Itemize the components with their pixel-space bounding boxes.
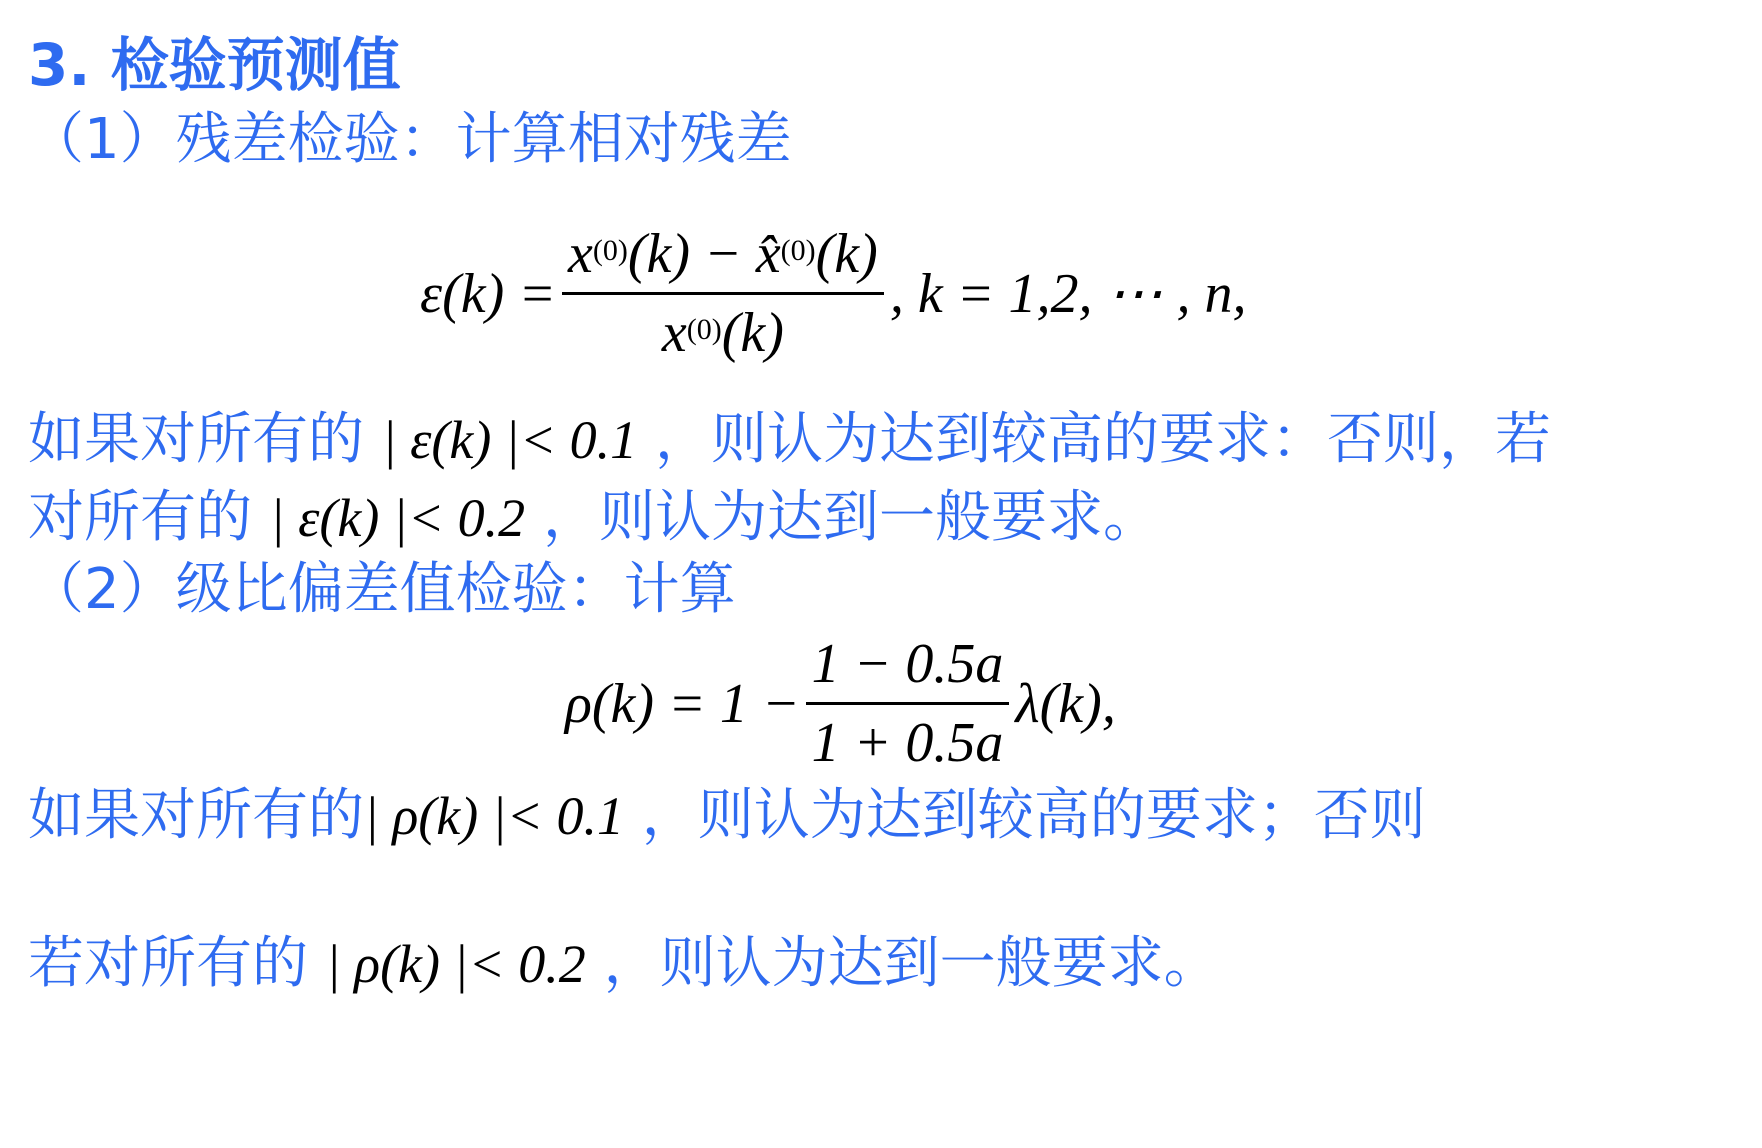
formula1-num-end: (k) [815,223,878,285]
formula1-den-sup: (0) [686,313,722,346]
rule1-line2-text-a: 对所有的 [28,485,270,550]
formula2-numerator: 1 − 0.5a [811,633,1004,695]
formula1-num-xhat: x̂ [755,223,781,285]
formula1-fraction [562,222,884,365]
formula1-num-sup-a: (0) [592,234,628,267]
formula1-denominator [656,295,790,365]
rule2-line2-math: | ρ(k) |< 0.2 [325,934,586,994]
rule2-line1 [28,783,1426,848]
ratio-deviation-formula [565,632,1116,775]
formula1-num-mid: (k) − [627,223,756,285]
formula1-numerator [562,222,884,292]
step2-label: （2）级比偏差值检验：计算 [28,557,736,622]
formula1-num-sup-b: (0) [780,234,816,267]
rule1-line2-text-b: ，则认为达到一般要求。 [525,485,1159,550]
rule2-line1-text-a: 如果对所有的 [28,783,364,848]
rule1-line2-math: | ε(k) |< 0.2 [269,488,526,548]
rule2-line2 [28,931,1220,996]
formula2-tail: λ(k), [1015,672,1116,735]
rule2-line1-math: | ρ(k) |< 0.1 [364,786,624,846]
section-heading: 3. 检验预测值 [28,31,401,99]
rule2-line2-text-a: 若对所有的 [28,931,326,996]
rule2-line2-text-b: ，则认为达到一般要求。 [585,931,1220,996]
formula1-tail: , k = 1,2, ⋯ , n, [889,263,1247,325]
formula1-lhs: ε(k) = [420,262,557,325]
rule1-line1 [28,407,1551,472]
formula2-denominator: 1 + 0.5a [811,712,1004,774]
formula2-lhs: ρ(k) = 1 − [565,672,800,735]
rule1-line1-text-a: 如果对所有的 [28,407,382,472]
rule1-line1-text-b: ，则认为达到较高的要求：否则，若 [637,407,1551,472]
formula1-den-end: (k) [721,302,784,364]
formula1-den-x: x [661,302,687,364]
rule1-line1-math: | ε(k) |< 0.1 [381,410,638,470]
step1-label: （1）残差检验：计算相对残差 [28,107,792,172]
formula2-fraction [806,632,1010,775]
formula1-num-x: x [568,223,593,285]
relative-residual-formula [420,222,1246,365]
rule1-line2 [28,485,1159,550]
rule2-line1-text-b: ，则认为达到较高的要求；否则 [623,783,1426,848]
